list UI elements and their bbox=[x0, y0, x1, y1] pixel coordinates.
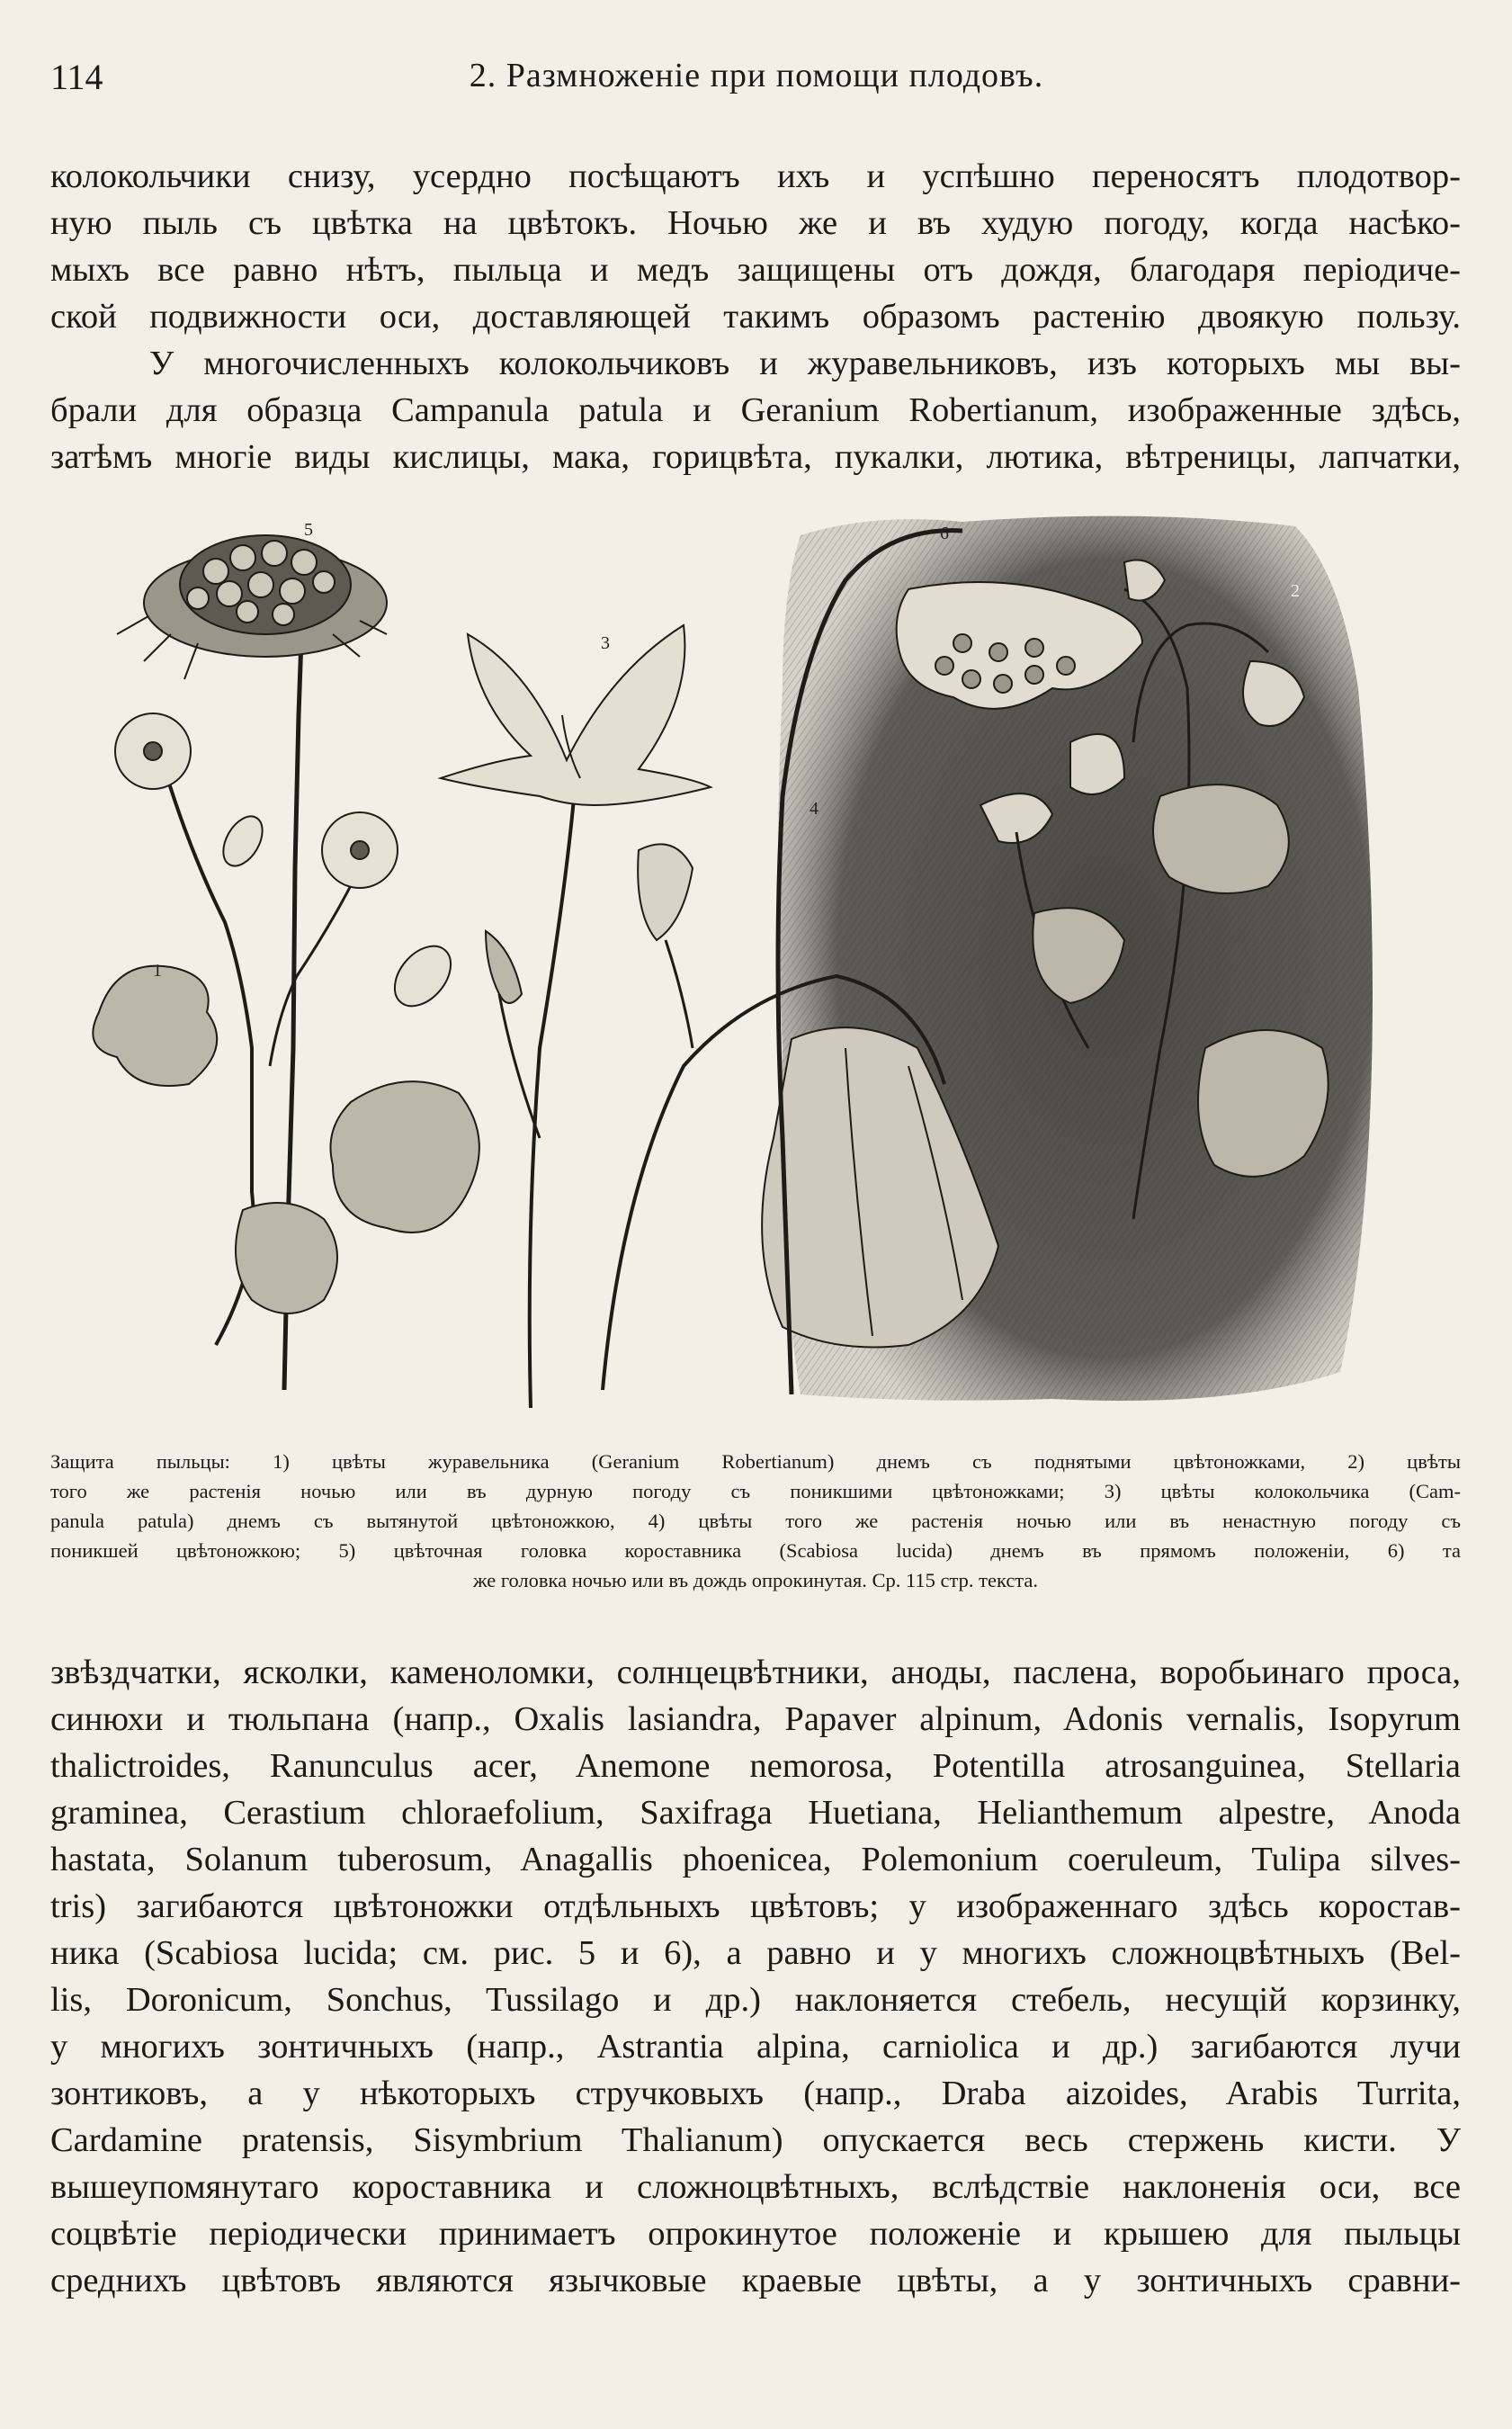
text-line: ника (Scabiosa lucida; см. рис. 5 и 6), а равно и у многихъ сложноцвѣтныхъ (Bel- bbox=[50, 1934, 1461, 1972]
text-line: среднихъ цвѣтовъ являются язычковые краевые цвѣты, а у зонтичныхъ сравни- bbox=[50, 2262, 1461, 2299]
geranium-day bbox=[93, 713, 479, 1345]
text-line: tris) загибаются цвѣтоножки отдѣльныхъ цвѣтовъ; у изображеннаго здѣсь коростав- bbox=[50, 1887, 1461, 1925]
text-line: Cardamine pratensis, Sisymbrium Thalianum) опускается весь стержень кисти. У bbox=[50, 2121, 1461, 2159]
text-line: зонтиковъ, а у нѣкоторыхъ стручковыхъ (напр., Draba aizoides, Arabis Turrita, bbox=[50, 2075, 1461, 2112]
text-line: hastata, Solanum tuberosum, Anagallis phoenicea, Polemonium coeruleum, Tulipa silves- bbox=[50, 1841, 1461, 1878]
page-number: 114 bbox=[50, 57, 103, 97]
figure-label-4: 4 bbox=[810, 799, 819, 819]
campanula-day bbox=[441, 625, 711, 1408]
figure-caption bbox=[50, 1447, 1461, 1595]
text-line: мыхъ все равно нѣтъ, пыльца и медъ защищены отъ дождя, благодаря періодиче- bbox=[50, 251, 1461, 289]
caption-line: поникшей цвѣтоножкою; 5) цвѣточная головка короставника (Scabiosa lucida) днемъ въ прямомъ положеніи, 6) та bbox=[50, 1539, 1461, 1562]
illustration-svg bbox=[63, 508, 1448, 1426]
text-line: колокольчики снизу, усердно посѣщаютъ ихъ и успѣшно переносятъ плодотвор- bbox=[50, 157, 1461, 195]
caption-line: того же растенія ночью или въ дурную погоду съ поникшими цвѣтоножками; 3) цвѣты колокольчика (Cam- bbox=[50, 1480, 1461, 1502]
figure-label-1: 1 bbox=[153, 961, 162, 981]
top-paragraph bbox=[50, 153, 1461, 480]
running-title: 2. Размноженіе при помощи плодовъ. bbox=[469, 57, 1044, 94]
text-line: graminea, Cerastium chloraefolium, Saxifraga Huetiana, Helianthemum alpestre, Anoda bbox=[50, 1794, 1461, 1832]
figure-label-5: 5 bbox=[304, 520, 313, 540]
text-line: thalictroides, Ranunculus acer, Anemone nemorosa, Potentilla atrosanguinea, Stellaria bbox=[50, 1747, 1461, 1785]
text-line: У многочисленныхъ колокольчиковъ и журавельниковъ, изъ которыхъ мы вы- bbox=[149, 345, 1461, 382]
text-line: затѣмъ многіе виды кислицы, мака, горицвѣта, пукалки, лютика, вѣтреницы, лапчатки, bbox=[50, 438, 1461, 476]
figure-label-6: 6 bbox=[940, 524, 949, 543]
text-line: lis, Doronicum, Sonchus, Tussilago и др.) наклоняется стебель, несущій корзинку, bbox=[50, 1981, 1461, 2019]
text-line: ную пыль съ цвѣтка на цвѣтокъ. Ночью же и въ худую погоду, когда насѣко- bbox=[50, 204, 1461, 242]
caption-line: же головка ночью или въ дождь опрокинутая. Ср. 115 стр. текста. bbox=[472, 1569, 1039, 1591]
figure-label-2: 2 bbox=[1291, 581, 1300, 601]
caption-line: panula patula) днемъ съ вытянутой цвѣтоножкою, 4) цвѣты того же растенія ночью или въ ненастную погоду съ bbox=[50, 1510, 1461, 1532]
bottom-paragraph bbox=[50, 1649, 1461, 2304]
caption-line: Защита пыльцы: 1) цвѣты журавельника (Geranium Robertianum) днемъ съ поднятыми цвѣтоножками, 2) цвѣты bbox=[50, 1450, 1461, 1473]
text-line: вышеупомянутаго короставника и сложноцвѣтныхъ, вслѣдствіе наклоненія оси, все bbox=[50, 2168, 1461, 2206]
figure-label-3: 3 bbox=[601, 633, 610, 653]
page-header bbox=[50, 56, 1463, 110]
text-line: синюхи и тюльпана (напр., Oxalis lasiandra, Papaver alpinum, Adonis vernalis, Isopyrum bbox=[50, 1700, 1461, 1738]
text-line: соцвѣтіе періодически принимаетъ опрокинутое положеніе и крышею для пыльцы bbox=[50, 2215, 1461, 2253]
text-line: ской подвижности оси, доставляющей такимъ образомъ растенію двоякую пользу. bbox=[50, 298, 1461, 336]
botanical-illustration bbox=[63, 508, 1448, 1426]
text-line: брали для образца Campanula patula и Geranium Robertianum, изображенные здѣсь, bbox=[50, 391, 1461, 429]
text-line: у многихъ зонтичныхъ (напр., Astrantia alpina, carniolica и др.) загибаются лучи bbox=[50, 2028, 1461, 2066]
text-line: звѣздчатки, ясколки, каменоломки, солнцецвѣтники, аноды, паслена, воробьинаго проса, bbox=[50, 1654, 1461, 1691]
